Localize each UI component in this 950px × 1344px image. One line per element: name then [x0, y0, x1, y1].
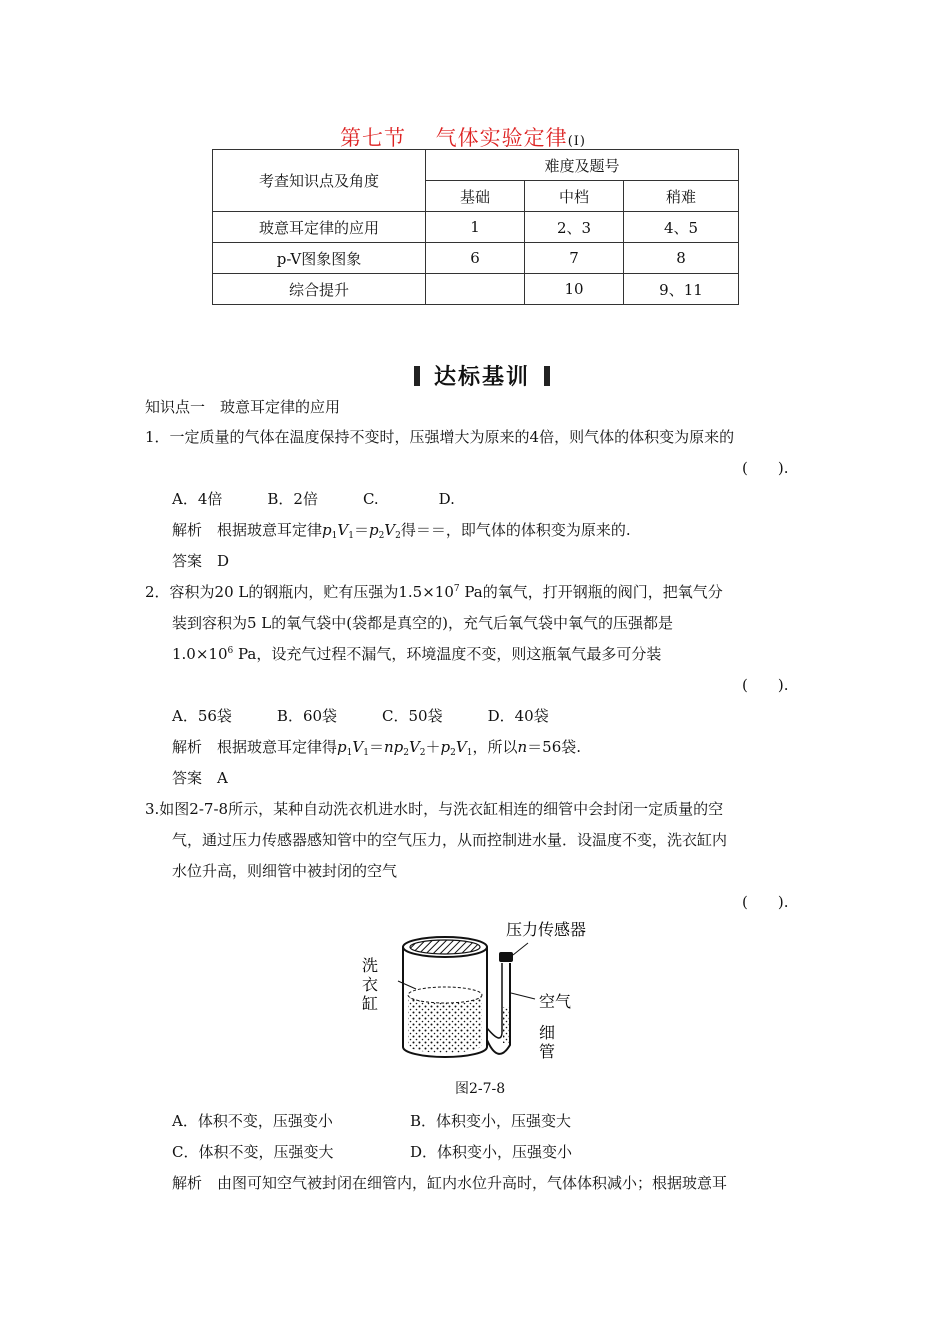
tub-lid [410, 940, 480, 954]
q1-stem: 1．一定质量的气体在温度保持不变时，压强增大为原来的4倍，则气体的体积变为原来的 [145, 428, 735, 446]
table-cell-mid: 2、3 [525, 212, 624, 243]
label-sensor: 压力传感器 [506, 920, 587, 939]
title-main: 第七节 气体实验定律 [340, 126, 568, 150]
q2-options: A．56袋 B．60袋 C．50袋 D．40袋 [172, 707, 549, 725]
title-suffix: (Ⅰ) [567, 134, 586, 149]
table-row [213, 274, 739, 305]
q1-answer-paren: ( ). [742, 459, 789, 477]
q3-line-2: 气，通过压力传感器感知管中的空气压力，从而控制进水量．设温度不变，洗衣缸内 [172, 831, 728, 849]
label-tub-1: 洗 [362, 956, 379, 975]
q3-line-3: 水位升高，则细管中被封闭的空气 [172, 862, 398, 880]
tub-leader [398, 981, 416, 989]
q3-analysis: 解析 由图可知空气被封闭在细管内，缸内水位升高时，气体体积减小；根据玻意耳 [172, 1174, 728, 1192]
label-tube-2: 管 [539, 1042, 556, 1061]
q2-answer-paren: ( ). [742, 676, 789, 694]
q3-option-a: A．体积不变，压强变小 [172, 1112, 333, 1130]
table-level-basic: 基础 [426, 181, 525, 212]
q2-line3-b: Pa，设充气过程不漏气，环境温度不变，则这瓶氧气最多可分装 [233, 645, 662, 663]
knowledge-point-label: 知识点一 玻意耳定律的应用 [145, 398, 341, 416]
section-heading [400, 360, 564, 391]
table-header-topic: 考查知识点及角度 [213, 150, 426, 212]
table-cell-topic: 玻意耳定律的应用 [213, 212, 426, 243]
table-cell-hard: 8 [624, 243, 739, 274]
q3-option-b: B．体积变小，压强变大 [410, 1112, 572, 1130]
q2-line-3 [172, 643, 661, 664]
table-row [213, 212, 739, 243]
table-cell-mid: 10 [525, 274, 624, 305]
label-tub-3: 缸 [362, 994, 379, 1013]
knowledge-table [212, 149, 739, 305]
q2-var-n: n [517, 738, 528, 756]
q2-line3-a: 1.0×10 [172, 645, 228, 663]
pressure-sensor-icon [499, 952, 513, 962]
table-level-mid: 中档 [525, 181, 624, 212]
section-heading-text: 达标基训 [434, 365, 531, 390]
air-leader [511, 993, 535, 999]
q1-formula: $p_1V_1=p_2V_2$ [322, 521, 401, 541]
tube-water [503, 1007, 509, 1043]
q2-line3-exp: 6 [227, 646, 234, 656]
heading-bar-right [544, 366, 550, 386]
sensor-leader [513, 943, 528, 955]
q2-analysis [172, 736, 581, 758]
q2-line1-a: 2．容积为20 L的钢瓶内，贮有压强为1.5×10 [145, 583, 454, 601]
q1-options: A．4倍 B．2倍 C. D. [172, 490, 455, 508]
table-level-hard: 稍难 [624, 181, 739, 212]
tube-inner [487, 963, 502, 1038]
q2-line-2: 装到容积为5 L的氧气袋中(袋都是真空的)，充气后氧气袋中氧气的压强都是 [172, 614, 673, 632]
q3-line-1: 3.如图2-7-8所示，某种自动洗衣机进水时，与洗衣缸相连的细管中会封闭一定质量的空 [145, 800, 724, 818]
figure-caption: 图2-7-8 [455, 1081, 506, 1097]
q2-formula: $p_1V_1=np_2V_2+p_2V_1$ [337, 738, 473, 758]
table-cell-basic [426, 274, 525, 305]
table-cell-topic: p-V图象图象 [213, 243, 426, 274]
table-cell-hard: 9、11 [624, 274, 739, 305]
table-cell-basic: 1 [426, 212, 525, 243]
q3-answer-paren: ( ). [742, 893, 789, 911]
q2-line1-b: Pa的氧气，打开钢瓶的阀门，把氧气分 [459, 583, 723, 601]
q2-analysis-tail: ，所以 [472, 738, 518, 756]
table-header-difficulty: 难度及题号 [426, 150, 739, 181]
table-cell-topic: 综合提升 [213, 274, 426, 305]
q2-analysis-label: 解析 根据玻意耳定律得 [172, 738, 338, 756]
page-title [340, 122, 586, 152]
q3-option-d: D．体积变小，压强变小 [410, 1143, 573, 1161]
table-row [213, 243, 739, 274]
table-cell-mid: 7 [525, 243, 624, 274]
q1-analysis [172, 519, 631, 541]
water-surface [408, 987, 482, 1003]
washing-machine-figure [358, 915, 598, 1075]
tub-water [408, 995, 482, 1053]
q2-answer: 答案 A [172, 769, 228, 787]
q1-analysis-label: 解析 根据玻意耳定律 [172, 521, 323, 539]
table-cell-basic: 6 [426, 243, 525, 274]
q2-line1-exp: 7 [453, 584, 460, 594]
q3-option-c: C．体积不变，压强变大 [172, 1143, 334, 1161]
label-tub-2: 衣 [362, 975, 379, 994]
label-air: 空气 [539, 992, 572, 1011]
q2-analysis-end: ＝56袋. [527, 738, 582, 756]
heading-bar-left [414, 366, 420, 386]
table-cell-hard: 4、5 [624, 212, 739, 243]
q1-analysis-tail: 得＝＝，即气体的体积变为原来的. [400, 521, 631, 539]
label-tube-1: 细 [539, 1023, 556, 1042]
q1-answer: 答案 D [172, 552, 230, 570]
q2-line-1 [145, 581, 723, 602]
